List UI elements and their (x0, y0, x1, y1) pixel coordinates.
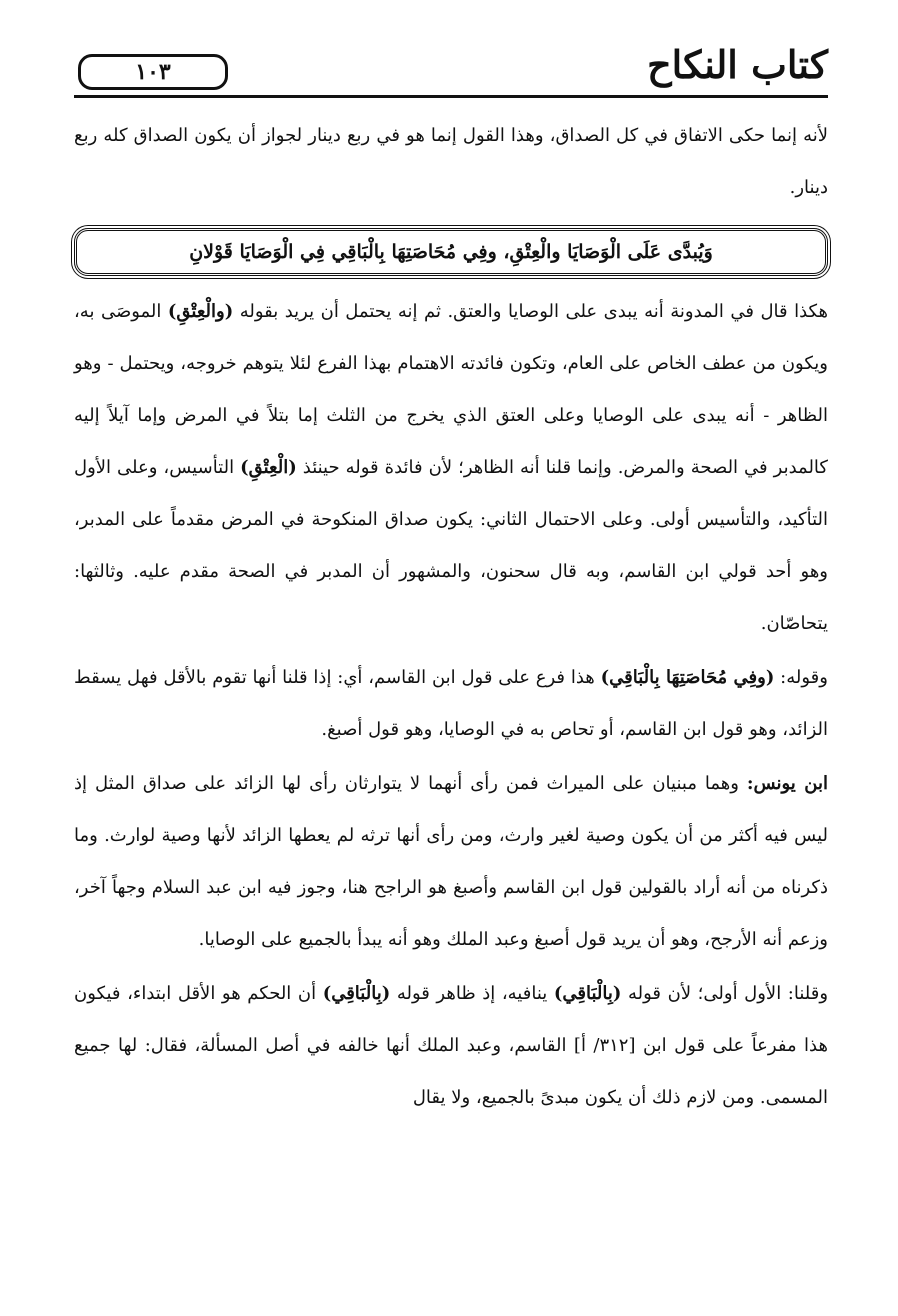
cited-scholar: ابن يونس: (746, 773, 829, 794)
page-number: ١٠٣ (78, 54, 228, 90)
paragraph-2-text-3: التأسيس، وعلى الأول التأكيد، والتأسيس أولى. وعلى الاحتمال الثاني: يكون صداق المنكوحة في المرض مقدماً على المدبر، وهو أحد قولي ابن القاسم، وبه قال سحنون، والمشهور أن المدبر في الصحة مقدم عليه. وثالثها: يتحاصّان. (74, 457, 828, 634)
quoted-term: (والْعِتْقِ) (167, 301, 234, 322)
paragraph-3-text-1: وقوله: (774, 667, 828, 688)
paragraph-5-text-3: أن الحكم هو الأقل ابتداء، فيكون هذا مفرعاً على قول ابن [٣١٢/ أ] القاسم، وعبد الملك أنها خالفه في أصل المسألة، فقال: لها جميع المسمى. ومن لازم ذلك أن يكون مبدىً بالجميع، ولا يقال (74, 983, 828, 1108)
paragraph-5-text-1: وقلنا: الأول أولى؛ لأن قوله (621, 983, 829, 1004)
page-body (74, 110, 828, 1124)
page-header (74, 40, 828, 98)
paragraph-3-text-2: هذا فرع على قول ابن القاسم، أي: إذا قلنا أنها تقوم بالأقل فهل يسقط الزائد، وهو قول ابن القاسم، أو تحاص به في الوصايا، وهو قول أصبغ. (74, 667, 828, 740)
header-divider (74, 95, 828, 98)
paragraph-5 (74, 968, 828, 1124)
paragraph-2-text-1: هكذا قال في المدونة أنه يبدى على الوصايا والعتق. ثم إنه يحتمل أن يريد بقوله (233, 301, 828, 322)
paragraph-2 (74, 286, 828, 650)
paragraph-4-text-1: وهما مبنيان على الميراث فمن رأى أنهما لا يتوارثان رأى لها الزائد على صداق المثل إذ ليس فيه أكثر من أن يكون وصية لغير وارث، ومن رأى أنها ترثه لم يعطها الزائد لأنها وصية لوارث. وما ذكرناه من أنه أراد بالقولين قول ابن القاسم وأصبغ هو الراجح هنا، وجوز فيه ابن عبد السلام وجهاً آخر، وزعم أنه الأرجح، وهو أن يريد قول أصبغ وعبد الملك وهو أنه يبدأ بالجميع على الوصايا. (74, 773, 828, 950)
book-title: كتاب النكاح (647, 42, 828, 87)
paragraph-5-text-2: ينافيه، إذ ظاهر قوله (390, 983, 554, 1004)
paragraph-2-text-2: الموصَى به، ويكون من عطف الخاص على العام، وتكون فائدته الاهتمام بهذا الفرع لئلا يتوهم خروجه، ويحتمل - وهو الظاهر - أنه يبدى على الوصايا وعلى العتق الذي يخرج من الثلث إما بتلاً في المرض وإما آيلاً إليه كالمدبر في الصحة والمرض. وإنما قلنا أنه الظاهر؛ لأن فائدة قوله حينئذ (74, 301, 828, 478)
quoted-term: (وفِي مُحَاصَتِهَا بِالْبَاقِي) (600, 667, 775, 688)
section-heading: وَيُبدَّى عَلَى الْوَصَايَا والْعِتْقِ، وفِي مُحَاصَتِهَا بِالْبَاقِي فِي الْوَصَايَا قَوْلانِ (74, 228, 828, 276)
paragraph-1: لأنه إنما حكى الاتفاق في كل الصداق، وهذا القول إنما هو في ربع دينار لجواز أن يكون الصداق كله ربع دينار. (74, 125, 829, 198)
paragraph-4 (74, 758, 828, 966)
quoted-term: (بِالْبَاقِي) (553, 983, 622, 1004)
quoted-term: (الْعِتْقِ) (240, 457, 297, 478)
quoted-term: (بِالْبَاقِي) (322, 983, 391, 1004)
paragraph-3 (74, 652, 828, 756)
